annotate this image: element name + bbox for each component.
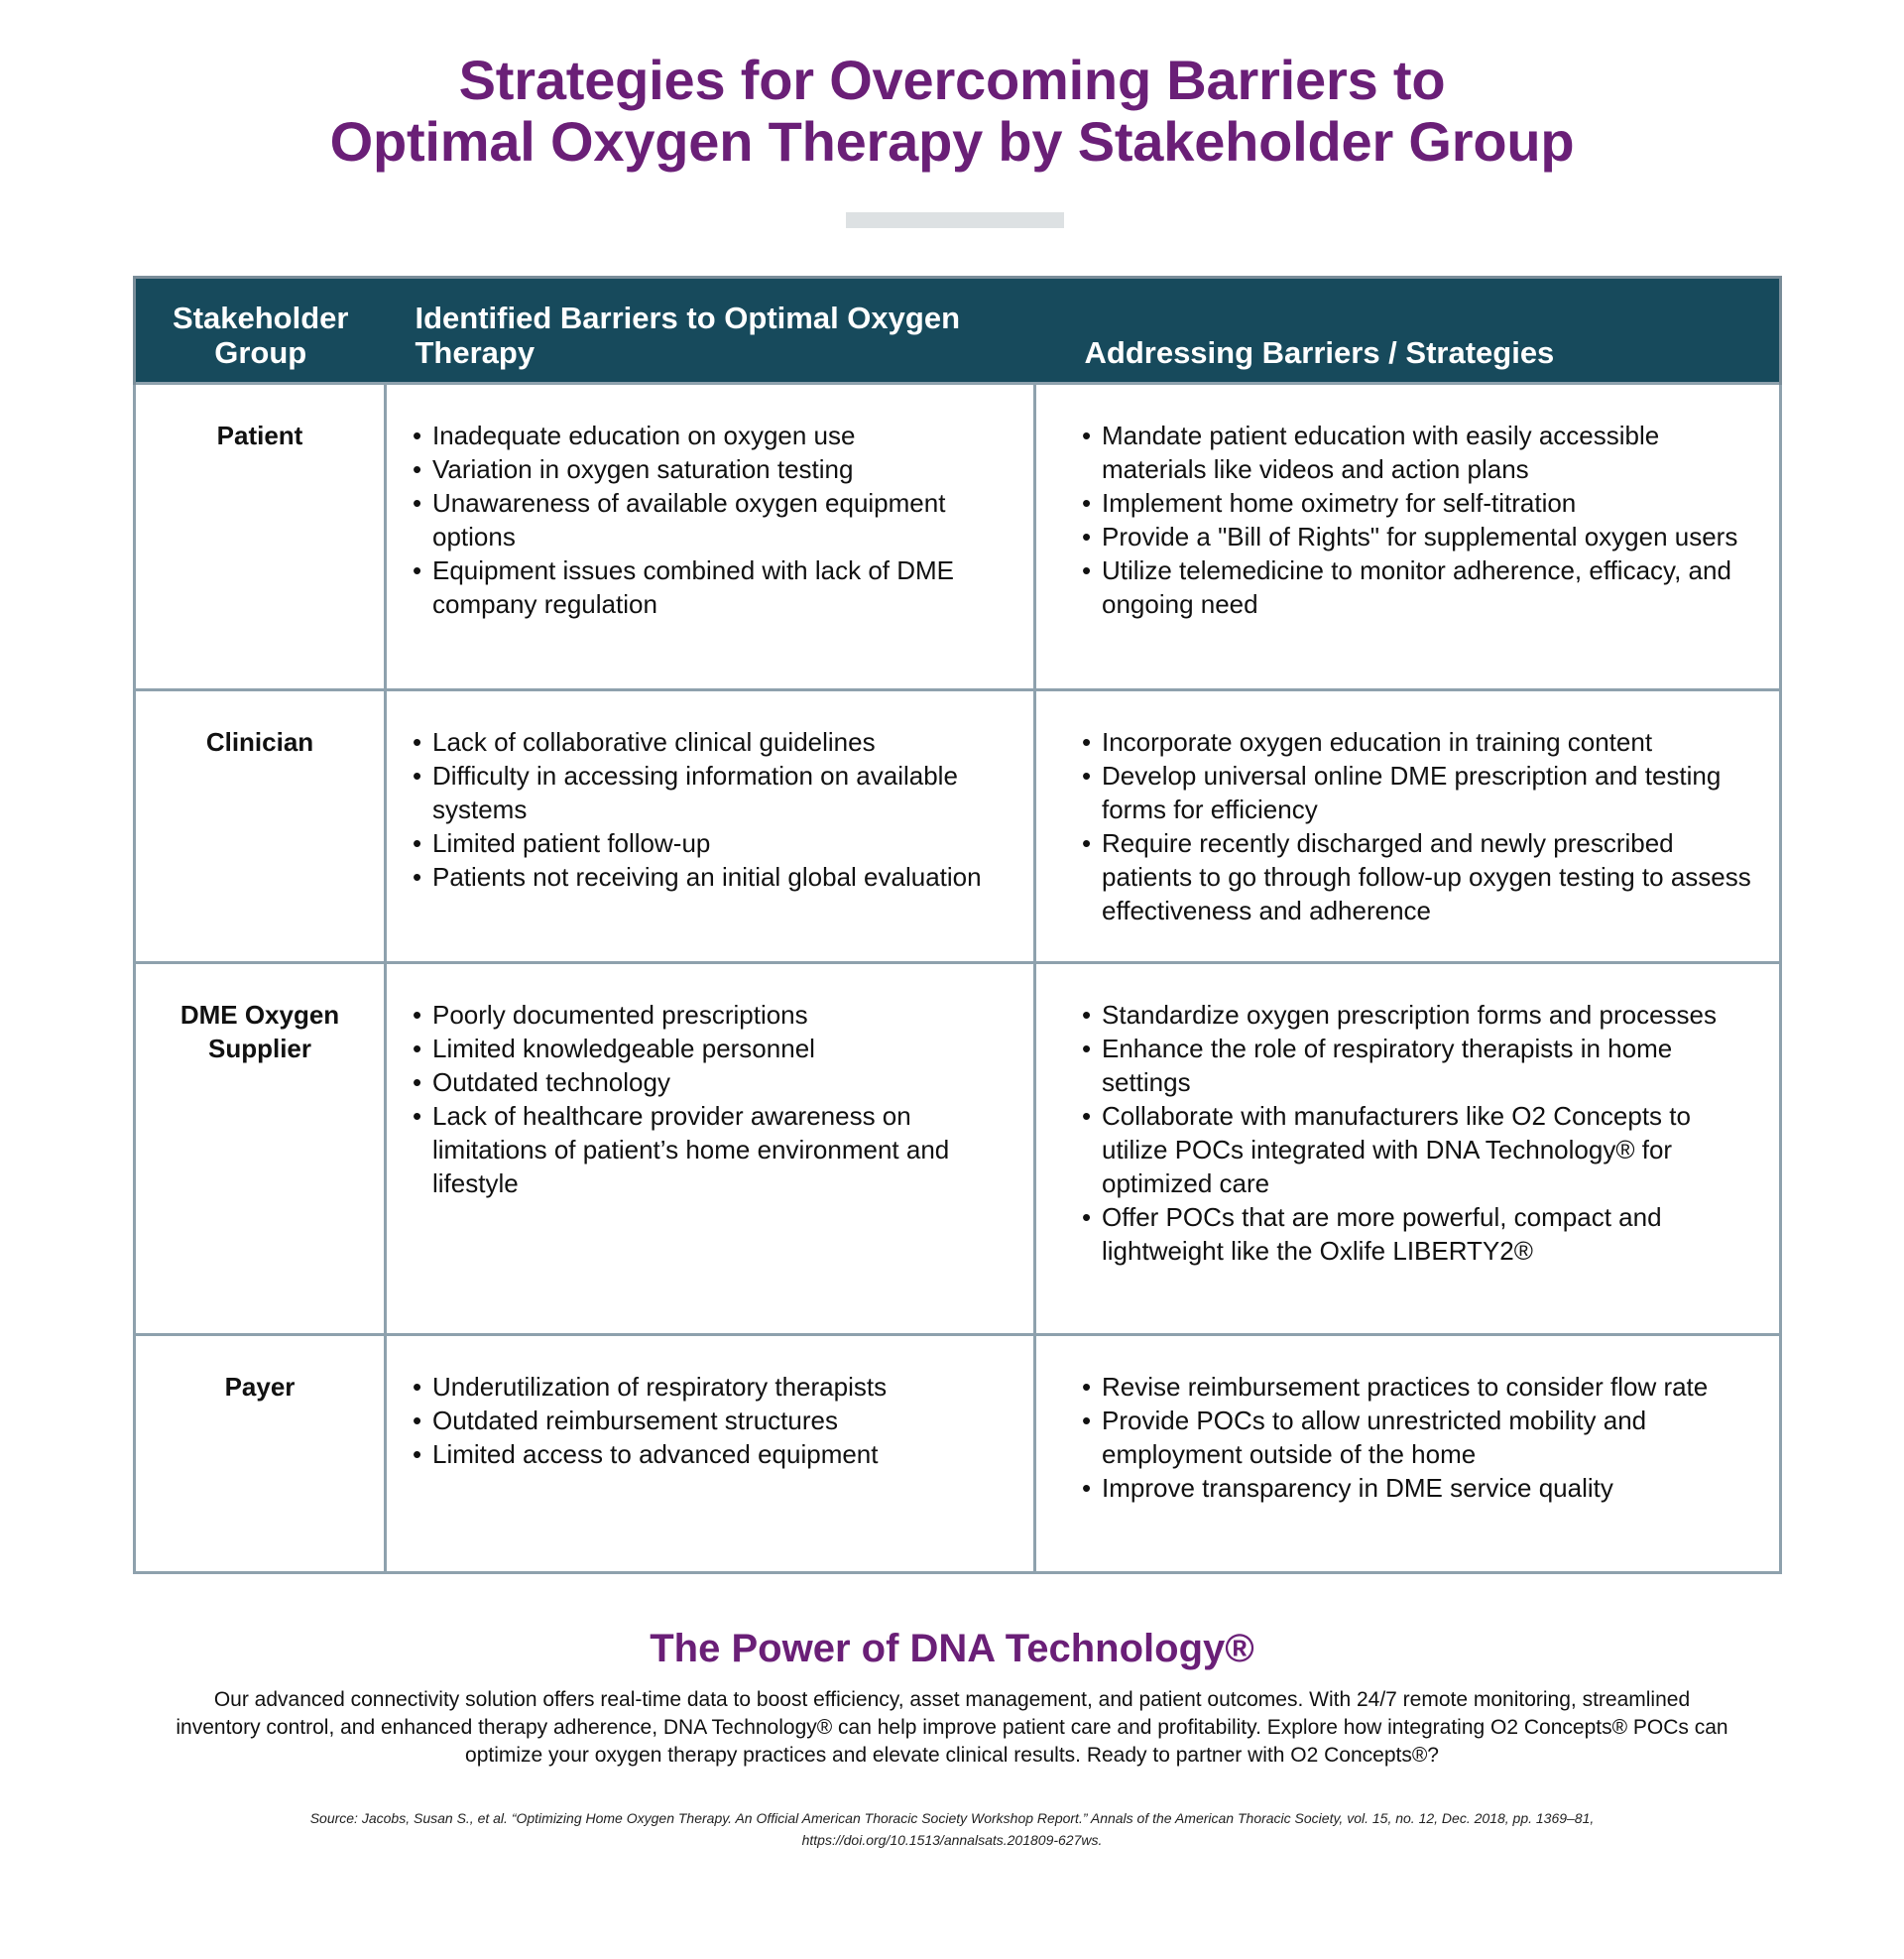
source-citation: Source: Jacobs, Susan S., et al. “Optimizing Home Oxygen Therapy. An Official American Thoracic Society Workshop Report.” Annals of the American Thoracic Society, vol. 15, no. 12, Dec. 2018, pp. 1369–81, https://doi.org/10.1513/annalsats.201809-627ws. bbox=[309, 1810, 1595, 1848]
strategy-item: • Revise reimbursement practices to consider flow rate bbox=[1082, 1370, 1759, 1404]
strategies-cell bbox=[1035, 963, 1781, 1335]
power-section-text: Our advanced connectivity solution offers real-time data to boost efficiency, asset management, and patient outcomes. With 24/7 remote monitoring, streamlined inventory control, and enhanced therapy adherence, DNA Technology® can help improve patient care and profitability. Explore how integrating O2 Concepts® POCs can optimize your oxygen therapy practices and elevate clinical results. Ready to partner with O2 Concepts®? bbox=[176, 1688, 1728, 1767]
table-row-clinician bbox=[135, 690, 1781, 963]
strategy-item: • Provide POCs to allow unrestricted mobility and employment outside of the home bbox=[1082, 1404, 1759, 1471]
barriers-list bbox=[413, 1370, 1019, 1471]
stakeholder-group-cell: Payer bbox=[135, 1335, 386, 1573]
stakeholder-group-cell: Clinician bbox=[135, 690, 386, 963]
barrier-item: • Lack of healthcare provider awareness on limitations of patient’s home environment and lifestyle bbox=[413, 1099, 1019, 1200]
barrier-item: • Patients not receiving an initial global evaluation bbox=[413, 860, 1019, 894]
strategies-list bbox=[1082, 419, 1759, 621]
header-stakeholder-group: Stakeholder Group bbox=[135, 278, 386, 384]
strategy-item: • Utilize telemedicine to monitor adherence, efficacy, and ongoing need bbox=[1082, 553, 1759, 621]
strategies-list bbox=[1082, 998, 1759, 1268]
barrier-item: • Outdated technology bbox=[413, 1065, 1019, 1099]
barrier-item: • Limited knowledgeable personnel bbox=[413, 1032, 1019, 1065]
barrier-item: • Lack of collaborative clinical guidelines bbox=[413, 725, 1019, 759]
strategies-cell bbox=[1035, 690, 1781, 963]
strategy-item: • Mandate patient education with easily accessible materials like videos and action plans bbox=[1082, 419, 1759, 486]
barrier-item: • Limited patient follow-up bbox=[413, 826, 1019, 860]
header-identified-barriers: Identified Barriers to Optimal Oxygen Therapy bbox=[386, 278, 1035, 384]
strategy-item: • Enhance the role of respiratory therapists in home settings bbox=[1082, 1032, 1759, 1099]
table-row-payer bbox=[135, 1335, 1781, 1573]
strategies-cell bbox=[1035, 1335, 1781, 1573]
strategy-item: • Collaborate with manufacturers like O2 Concepts to utilize POCs integrated with DNA Technology® for optimized care bbox=[1082, 1099, 1759, 1200]
table-row-patient bbox=[135, 384, 1781, 690]
barriers-list bbox=[413, 998, 1019, 1200]
strategy-item: • Provide a "Bill of Rights" for supplemental oxygen users bbox=[1082, 520, 1759, 553]
barriers-list bbox=[413, 419, 1019, 621]
strategy-item: • Incorporate oxygen education in training content bbox=[1082, 725, 1759, 759]
barrier-item: • Equipment issues combined with lack of DME company regulation bbox=[413, 553, 1019, 621]
page-title-line-2: Optimal Oxygen Therapy by Stakeholder Group bbox=[329, 110, 1575, 173]
header-strategies: Addressing Barriers / Strategies bbox=[1035, 278, 1781, 384]
barrier-item: • Unawareness of available oxygen equipment options bbox=[413, 486, 1019, 553]
barrier-item: • Variation in oxygen saturation testing bbox=[413, 452, 1019, 486]
barrier-item: • Inadequate education on oxygen use bbox=[413, 419, 1019, 452]
barriers-cell bbox=[386, 1335, 1035, 1573]
strategies-list bbox=[1082, 725, 1759, 927]
title-divider bbox=[846, 212, 1064, 228]
stakeholder-group-cell: Patient bbox=[135, 384, 386, 690]
strategy-item: • Offer POCs that are more powerful, compact and lightweight like the Oxlife LIBERTY2® bbox=[1082, 1200, 1759, 1268]
strategy-item: • Standardize oxygen prescription forms and processes bbox=[1082, 998, 1759, 1032]
power-section-title: The Power of DNA Technology® bbox=[650, 1627, 1254, 1670]
barrier-item: • Outdated reimbursement structures bbox=[413, 1404, 1019, 1437]
page-title-line-1: Strategies for Overcoming Barriers to bbox=[458, 49, 1446, 111]
strategy-item: • Develop universal online DME prescription and testing forms for efficiency bbox=[1082, 759, 1759, 826]
barrier-item: • Poorly documented prescriptions bbox=[413, 998, 1019, 1032]
barrier-item: • Underutilization of respiratory therapists bbox=[413, 1370, 1019, 1404]
page-title bbox=[0, 50, 1904, 173]
table-header-row bbox=[135, 278, 1781, 384]
strategy-item: • Improve transparency in DME service quality bbox=[1082, 1471, 1759, 1505]
strategies-table bbox=[133, 276, 1782, 1574]
strategies-cell bbox=[1035, 384, 1781, 690]
table-row-dme-oxygen-supplier bbox=[135, 963, 1781, 1335]
barriers-list bbox=[413, 725, 1019, 894]
strategy-item: • Require recently discharged and newly prescribed patients to go through follow-up oxygen testing to assess effectiveness and adherence bbox=[1082, 826, 1759, 927]
strategies-list bbox=[1082, 1370, 1759, 1505]
barriers-cell bbox=[386, 690, 1035, 963]
barrier-item: • Difficulty in accessing information on available systems bbox=[413, 759, 1019, 826]
barriers-cell bbox=[386, 963, 1035, 1335]
barriers-cell bbox=[386, 384, 1035, 690]
strategy-item: • Implement home oximetry for self-titration bbox=[1082, 486, 1759, 520]
stakeholder-group-cell: DME Oxygen Supplier bbox=[135, 963, 386, 1335]
barrier-item: • Limited access to advanced equipment bbox=[413, 1437, 1019, 1471]
